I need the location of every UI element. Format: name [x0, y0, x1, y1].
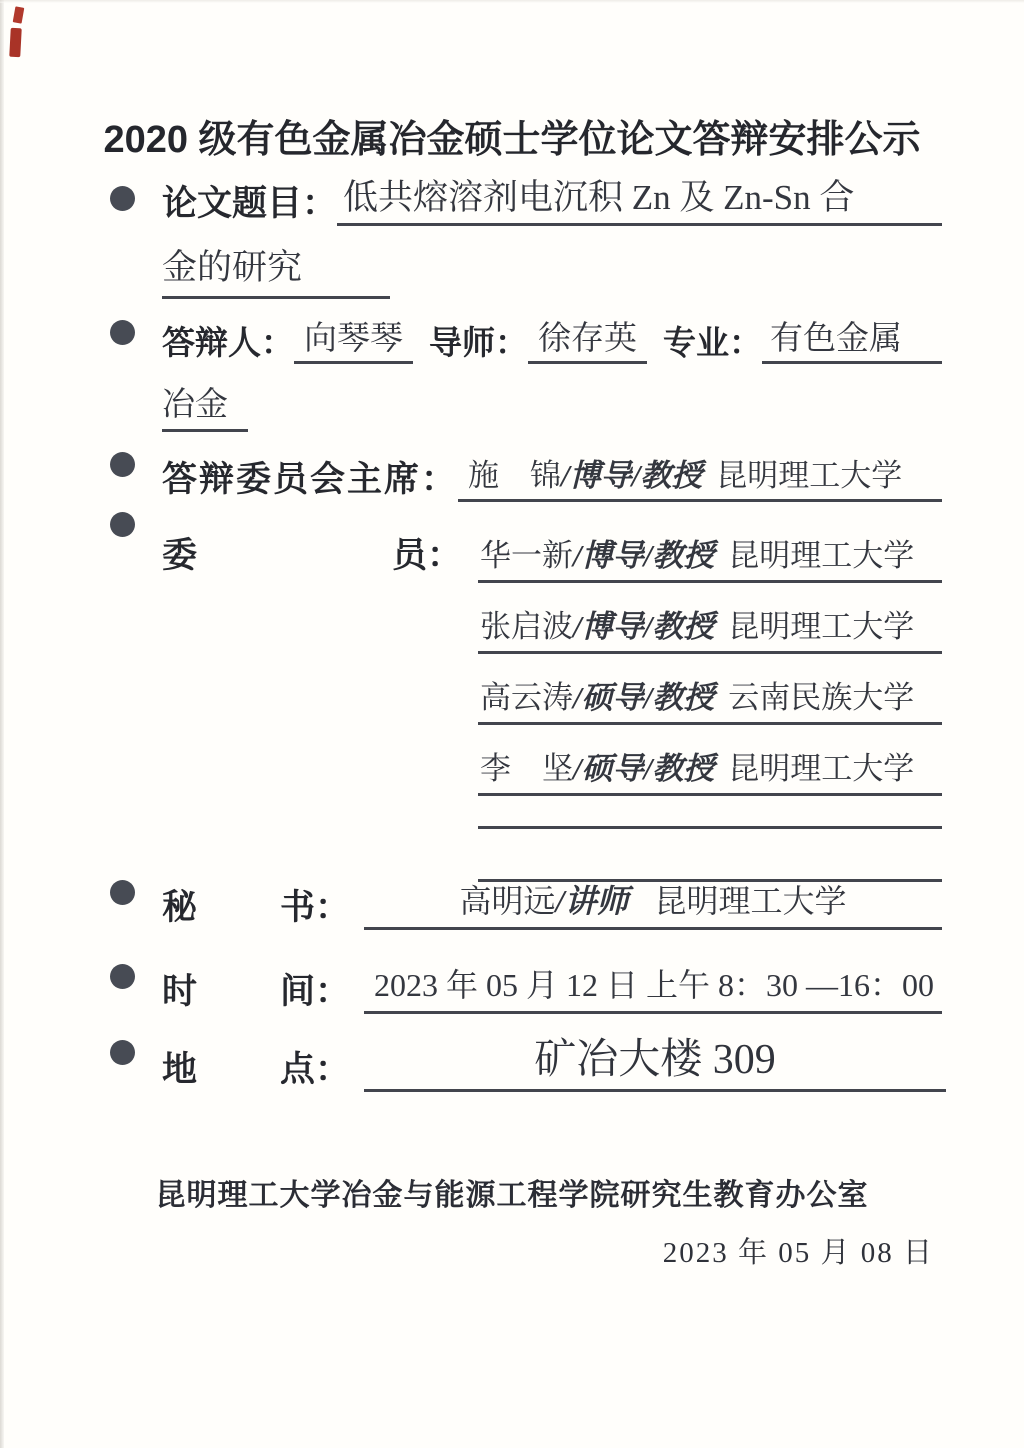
scan-left-edge	[0, 0, 4, 1448]
thesis-title-label: 论文题目：	[162, 184, 338, 223]
secretary-label-right: 书：	[279, 888, 350, 927]
committee-label-right: 员：	[391, 536, 462, 575]
secretary-label-left: 秘	[162, 888, 198, 927]
chair-name: 施 锦	[468, 458, 562, 493]
time-label-right: 间：	[279, 972, 350, 1011]
member-rank: /博导/教授	[573, 609, 715, 644]
defender-label: 答辩人：	[162, 326, 294, 362]
committee-member-row	[478, 670, 942, 725]
defender-name: 向琴琴	[294, 312, 413, 364]
defender-row	[162, 312, 942, 364]
time-value: 2023 年 05 月 12 日 上午 8：30 —16：00	[364, 960, 942, 1014]
thesis-title-value-line1: 低共熔溶剂电沉积 Zn 及 Zn-Sn 合	[337, 170, 942, 226]
member-affiliation: 昆明理工大学	[728, 538, 915, 573]
committee-member-list	[478, 528, 942, 882]
committee-label	[162, 528, 462, 578]
footer-office-name: 昆明理工大学冶金与能源工程学院研究生教育办公室	[155, 1179, 869, 1212]
secretary-row	[162, 876, 942, 930]
secretary-label	[162, 880, 350, 930]
time-label-left: 时	[162, 972, 198, 1011]
member-name: 华一新	[480, 538, 573, 573]
chair-affiliation: 昆明理工大学	[716, 458, 903, 493]
member-name: 高云涛	[480, 680, 573, 715]
secretary-rank: /讲师	[555, 883, 629, 919]
advisor-name: 徐存英	[528, 312, 647, 364]
chair-value	[458, 450, 942, 502]
time-row	[162, 960, 942, 1014]
member-rank: /硕导/教授	[573, 680, 715, 715]
scan-top-edge	[0, 0, 1024, 3]
bullet-icon	[110, 320, 135, 345]
member-affiliation: 云南民族大学	[728, 680, 915, 715]
member-affiliation: 昆明理工大学	[728, 751, 915, 786]
major-value-line2: 冶金	[162, 378, 248, 432]
member-rank: /博导/教授	[573, 538, 715, 573]
member-rank: /硕导/教授	[573, 751, 715, 786]
bullet-icon	[110, 186, 135, 211]
chair-label: 答辩委员会主席：	[162, 460, 459, 499]
red-scan-mark	[9, 28, 22, 58]
secretary-affiliation: 昆明理工大学	[654, 883, 847, 919]
location-label-right: 点：	[279, 1050, 350, 1089]
footer-date: 2023 年 05 月 08 日	[662, 1237, 934, 1269]
location-value: 矿冶大楼 309	[364, 1026, 946, 1092]
time-label	[162, 964, 350, 1014]
committee-member-row	[478, 741, 942, 796]
bullet-icon	[110, 964, 135, 989]
red-scan-mark	[13, 6, 25, 23]
member-name: 张启波	[480, 609, 573, 644]
bullet-icon	[110, 452, 135, 477]
secretary-name: 高明远	[459, 883, 556, 919]
major-label: 专业：	[663, 326, 762, 362]
location-label	[162, 1042, 350, 1092]
secretary-value	[364, 876, 942, 930]
bullet-icon	[110, 880, 135, 905]
location-row	[162, 1026, 946, 1092]
chair-rank: /博导/教授	[561, 458, 703, 493]
blank-signature-line	[478, 812, 942, 829]
thesis-title-value-line2: 金的研究	[162, 240, 390, 299]
thesis-title-row	[162, 170, 942, 226]
chair-row	[162, 450, 942, 502]
bullet-icon	[110, 512, 135, 537]
member-affiliation: 昆明理工大学	[728, 609, 915, 644]
member-name: 李 坚	[480, 751, 573, 786]
bullet-icon	[110, 1040, 135, 1065]
committee-label-left: 委	[162, 536, 198, 575]
committee-member-row	[478, 599, 942, 654]
page-title: 2020 级有色金属冶金硕士学位论文答辩安排公示	[103, 119, 921, 161]
major-value-line1: 有色金属	[762, 312, 942, 364]
advisor-label: 导师：	[429, 326, 528, 362]
committee-member-row	[478, 528, 942, 583]
location-label-left: 地	[162, 1050, 198, 1089]
